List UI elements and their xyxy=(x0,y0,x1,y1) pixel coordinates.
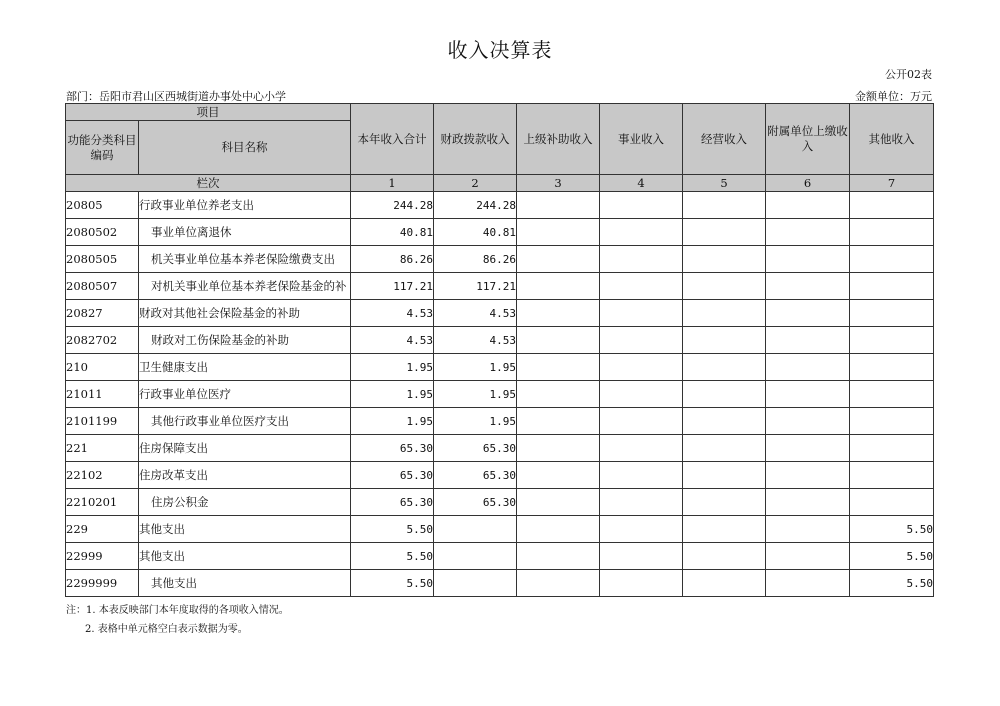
header-total-income: 本年收入合计 xyxy=(351,104,434,175)
amount-cell xyxy=(600,327,683,354)
subject-code-cell: 20827 xyxy=(66,300,139,327)
amount-cell: 5.50 xyxy=(351,570,434,597)
amount-cell xyxy=(600,300,683,327)
subject-code-cell: 2101199 xyxy=(66,408,139,435)
subject-code-cell: 2082702 xyxy=(66,327,139,354)
amount-cell xyxy=(683,462,766,489)
subject-name-cell: 财政对其他社会保险基金的补助 xyxy=(139,300,351,327)
subject-name-cell: 事业单位离退休 xyxy=(139,219,351,246)
table-row xyxy=(66,273,934,300)
header-business-income: 事业收入 xyxy=(600,104,683,175)
amount-cell xyxy=(600,435,683,462)
amount-cell xyxy=(600,543,683,570)
amount-cell xyxy=(850,273,934,300)
amount-cell: 5.50 xyxy=(351,516,434,543)
amount-cell xyxy=(517,219,600,246)
subject-code-cell: 2080507 xyxy=(66,273,139,300)
amount-cell: 65.30 xyxy=(351,435,434,462)
amount-cell xyxy=(600,462,683,489)
amount-cell: 1.95 xyxy=(434,354,517,381)
amount-cell xyxy=(600,489,683,516)
amount-cell xyxy=(766,300,850,327)
amount-cell: 1.95 xyxy=(434,381,517,408)
table-row xyxy=(66,462,934,489)
header-column-index-label: 栏次 xyxy=(66,175,351,192)
header-item: 项目 xyxy=(66,104,351,121)
header-other-income: 其他收入 xyxy=(850,104,934,175)
department-label: 部门：岳阳市君山区西城街道办事处中心小学 xyxy=(66,90,286,103)
table-row xyxy=(66,300,934,327)
table-row xyxy=(66,327,934,354)
subject-name-cell: 卫生健康支出 xyxy=(139,354,351,381)
amount-cell xyxy=(850,192,934,219)
amount-cell xyxy=(850,489,934,516)
header-subject-name: 科目名称 xyxy=(139,121,351,175)
amount-cell xyxy=(683,570,766,597)
table-row xyxy=(66,192,934,219)
column-index: 2 xyxy=(434,175,517,192)
subject-name-cell: 其他行政事业单位医疗支出 xyxy=(139,408,351,435)
subject-name-cell: 住房改革支出 xyxy=(139,462,351,489)
amount-cell xyxy=(434,570,517,597)
amount-cell xyxy=(683,381,766,408)
amount-cell xyxy=(683,354,766,381)
amount-cell: 4.53 xyxy=(351,327,434,354)
subject-code-cell: 210 xyxy=(66,354,139,381)
amount-cell xyxy=(600,246,683,273)
amount-cell xyxy=(517,489,600,516)
header-superior-subsidy: 上级补助收入 xyxy=(517,104,600,175)
subject-code-cell: 2210201 xyxy=(66,489,139,516)
amount-cell: 5.50 xyxy=(850,543,934,570)
table-row xyxy=(66,219,934,246)
amount-cell xyxy=(850,219,934,246)
amount-cell xyxy=(766,381,850,408)
amount-cell: 86.26 xyxy=(434,246,517,273)
column-index: 5 xyxy=(683,175,766,192)
amount-cell xyxy=(683,219,766,246)
amount-cell xyxy=(517,516,600,543)
column-index: 3 xyxy=(517,175,600,192)
amount-cell xyxy=(850,327,934,354)
amount-cell: 65.30 xyxy=(351,462,434,489)
amount-cell xyxy=(517,408,600,435)
header-function-code: 功能分类科目编码 xyxy=(66,121,139,175)
amount-cell xyxy=(766,354,850,381)
amount-cell xyxy=(766,516,850,543)
amount-cell xyxy=(850,300,934,327)
amount-cell: 65.30 xyxy=(351,489,434,516)
amount-cell: 244.28 xyxy=(434,192,517,219)
subject-name-cell: 行政事业单位医疗 xyxy=(139,381,351,408)
amount-cell xyxy=(434,516,517,543)
amount-cell: 5.50 xyxy=(850,516,934,543)
amount-cell xyxy=(517,435,600,462)
amount-cell: 1.95 xyxy=(351,354,434,381)
table-row xyxy=(66,570,934,597)
amount-cell xyxy=(600,273,683,300)
subject-name-cell: 住房公积金 xyxy=(139,489,351,516)
amount-cell xyxy=(683,516,766,543)
header-fiscal-income: 财政拨款收入 xyxy=(434,104,517,175)
amount-cell xyxy=(683,246,766,273)
amount-cell: 65.30 xyxy=(434,435,517,462)
amount-cell: 4.53 xyxy=(434,327,517,354)
amount-cell xyxy=(683,543,766,570)
notes xyxy=(66,601,289,639)
amount-cell xyxy=(683,327,766,354)
amount-cell xyxy=(850,408,934,435)
amount-cell xyxy=(600,570,683,597)
amount-cell: 5.50 xyxy=(351,543,434,570)
table-row xyxy=(66,381,934,408)
table-row xyxy=(66,246,934,273)
amount-cell xyxy=(683,273,766,300)
table-row xyxy=(66,516,934,543)
amount-cell: 117.21 xyxy=(351,273,434,300)
amount-cell: 244.28 xyxy=(351,192,434,219)
amount-cell xyxy=(766,570,850,597)
subject-code-cell: 229 xyxy=(66,516,139,543)
amount-cell xyxy=(683,435,766,462)
amount-cell xyxy=(766,219,850,246)
subject-name-cell: 住房保障支出 xyxy=(139,435,351,462)
amount-cell xyxy=(600,354,683,381)
subject-code-cell: 22999 xyxy=(66,543,139,570)
report-title: 收入决算表 xyxy=(447,38,553,62)
amount-cell xyxy=(600,516,683,543)
note-2: 2. 表格中单元格空白表示数据为零。 xyxy=(85,624,248,635)
subject-code-cell: 221 xyxy=(66,435,139,462)
amount-cell xyxy=(766,273,850,300)
amount-cell xyxy=(517,192,600,219)
amount-cell xyxy=(850,246,934,273)
table-row xyxy=(66,435,934,462)
amount-cell: 117.21 xyxy=(434,273,517,300)
amount-cell: 86.26 xyxy=(351,246,434,273)
amount-cell xyxy=(600,192,683,219)
amount-cell: 4.53 xyxy=(351,300,434,327)
table-row xyxy=(66,543,934,570)
income-table xyxy=(65,103,934,597)
subject-code-cell: 2299999 xyxy=(66,570,139,597)
amount-cell xyxy=(766,462,850,489)
amount-cell xyxy=(766,327,850,354)
amount-cell xyxy=(766,246,850,273)
amount-cell xyxy=(683,192,766,219)
amount-cell xyxy=(517,327,600,354)
amount-cell xyxy=(683,408,766,435)
subject-name-cell: 其他支出 xyxy=(139,543,351,570)
amount-cell xyxy=(517,273,600,300)
subject-code-cell: 22102 xyxy=(66,462,139,489)
amount-cell: 65.30 xyxy=(434,489,517,516)
subject-code-cell: 21011 xyxy=(66,381,139,408)
amount-cell xyxy=(517,354,600,381)
subject-name-cell: 对机关事业单位基本养老保险基金的补 xyxy=(139,273,351,300)
amount-cell xyxy=(517,300,600,327)
column-index: 7 xyxy=(850,175,934,192)
amount-cell xyxy=(766,435,850,462)
amount-cell xyxy=(517,570,600,597)
amount-cell: 1.95 xyxy=(351,408,434,435)
subject-name-cell: 其他支出 xyxy=(139,570,351,597)
amount-cell: 1.95 xyxy=(434,408,517,435)
subject-name-cell: 其他支出 xyxy=(139,516,351,543)
amount-cell xyxy=(683,300,766,327)
subject-code-cell: 2080505 xyxy=(66,246,139,273)
amount-cell xyxy=(766,543,850,570)
header-affiliate-income: 附属单位上缴收入 xyxy=(766,104,850,175)
amount-cell: 5.50 xyxy=(850,570,934,597)
amount-cell xyxy=(850,381,934,408)
form-number: 公开02表 xyxy=(885,68,932,81)
amount-cell xyxy=(600,408,683,435)
amount-cell xyxy=(683,489,766,516)
column-index: 6 xyxy=(766,175,850,192)
amount-cell: 40.81 xyxy=(351,219,434,246)
table-row xyxy=(66,489,934,516)
amount-cell xyxy=(766,192,850,219)
amount-unit-label: 金额单位：万元 xyxy=(855,90,932,103)
amount-cell xyxy=(600,219,683,246)
subject-name-cell: 机关事业单位基本养老保险缴费支出 xyxy=(139,246,351,273)
amount-cell: 40.81 xyxy=(434,219,517,246)
subject-code-cell: 20805 xyxy=(66,192,139,219)
amount-cell xyxy=(850,462,934,489)
amount-cell xyxy=(600,381,683,408)
amount-cell xyxy=(766,489,850,516)
amount-cell xyxy=(434,543,517,570)
amount-cell: 1.95 xyxy=(351,381,434,408)
table-row xyxy=(66,354,934,381)
note-1: 注：1. 本表反映部门本年度取得的各项收入情况。 xyxy=(66,605,289,616)
amount-cell xyxy=(517,462,600,489)
column-index: 1 xyxy=(351,175,434,192)
amount-cell: 4.53 xyxy=(434,300,517,327)
amount-cell xyxy=(517,381,600,408)
column-index: 4 xyxy=(600,175,683,192)
amount-cell xyxy=(517,246,600,273)
subject-name-cell: 行政事业单位养老支出 xyxy=(139,192,351,219)
header-operating-income: 经营收入 xyxy=(683,104,766,175)
subject-code-cell: 2080502 xyxy=(66,219,139,246)
amount-cell xyxy=(850,354,934,381)
amount-cell xyxy=(517,543,600,570)
table-row xyxy=(66,408,934,435)
amount-cell xyxy=(766,408,850,435)
subject-name-cell: 财政对工伤保险基金的补助 xyxy=(139,327,351,354)
amount-cell: 65.30 xyxy=(434,462,517,489)
amount-cell xyxy=(850,435,934,462)
